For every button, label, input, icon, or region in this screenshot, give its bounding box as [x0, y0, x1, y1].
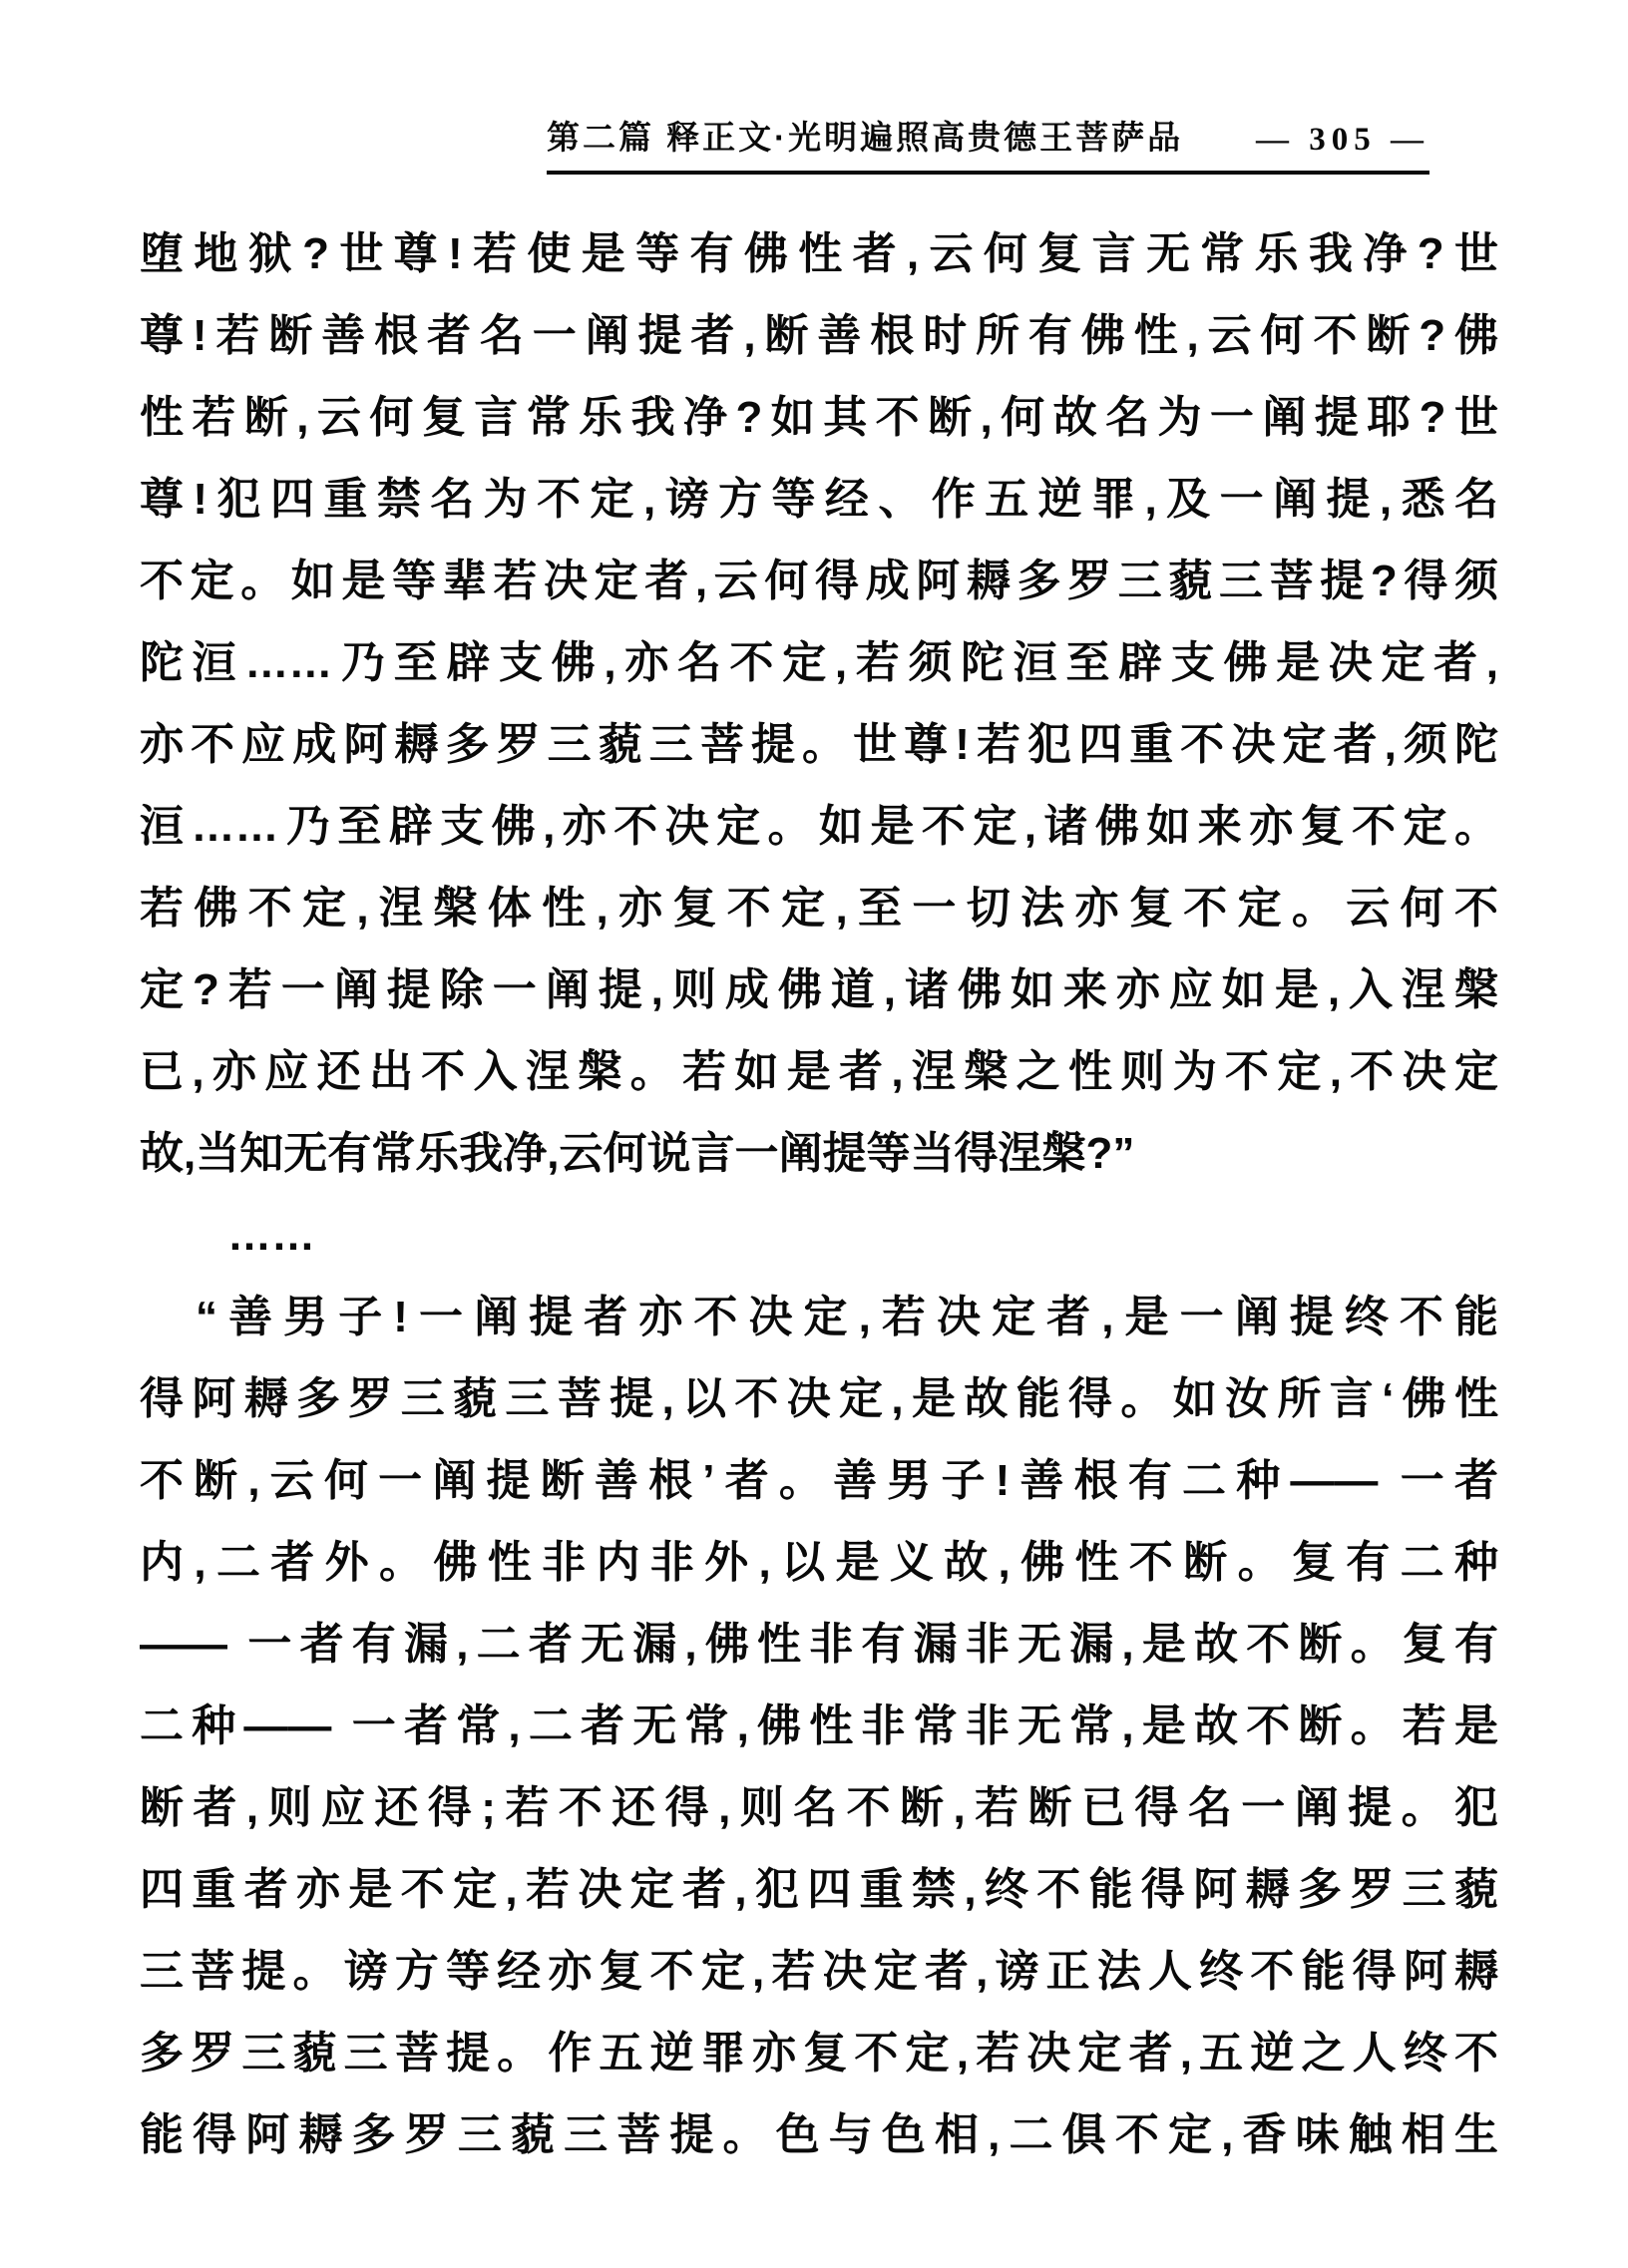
text-line: 尊!犯四重禁名为不定,谤方等经、作五逆罪,及一阐提,悉名	[140, 475, 1498, 524]
page-number: — 305 —	[1256, 122, 1429, 158]
text-line: 不断,云何一阐提断善根’者。善男子!善根有二种—— 一者	[140, 1456, 1498, 1505]
text-line: 故,当知无有常乐我净,云何说言一阐提等当得涅槃?”	[140, 1129, 1135, 1178]
paragraph-1	[140, 213, 1498, 1195]
text-line: 尊!若断善根者名一阐提者,断善根时所有佛性,云何不断?佛	[140, 311, 1498, 360]
text-line: 内,二者外。佛性非内非外,以是义故,佛性不断。复有二种	[140, 1538, 1498, 1587]
text-line: 断者,则应还得;若不还得,则名不断,若断已得名一阐提。犯	[140, 1783, 1498, 1832]
text-line: 已,亦应还出不入涅槃。若如是者,涅槃之性则为不定,不决定	[140, 1047, 1498, 1096]
paragraph-2	[140, 1277, 1498, 2176]
text-line: “善男子!一阐提者亦不决定,若决定者,是一阐提终不能	[196, 1293, 1498, 1341]
text-line: 洹……乃至辟支佛,亦不决定。如是不定,诸佛如来亦复不定。	[140, 802, 1498, 851]
page-body	[140, 213, 1498, 2176]
text-line: 多罗三藐三菩提。作五逆罪亦复不定,若决定者,五逆之人终不	[140, 2029, 1498, 2078]
text-line: 陀洹……乃至辟支佛,亦名不定,若须陀洹至辟支佛是决定者,	[140, 638, 1498, 687]
text-line: 三菩提。谤方等经亦复不定,若决定者,谤正法人终不能得阿耨	[140, 1947, 1498, 1996]
text-line: 能得阿耨多罗三藐三菩提。色与色相,二俱不定,香味触相生	[140, 2110, 1498, 2159]
text-line: 堕地狱?世尊!若使是等有佛性者,云何复言无常乐我净?世	[140, 229, 1498, 278]
text-line: 不定。如是等辈若决定者,云何得成阿耨多罗三藐三菩提?得须	[140, 557, 1498, 605]
text-line: 定?若一阐提除一阐提,则成佛道,诸佛如来亦应如是,入涅槃	[140, 965, 1498, 1014]
text-line: 性若断,云何复言常乐我净?如其不断,何故名为一阐提耶?世	[140, 393, 1498, 442]
text-line: —— 一者有漏,二者无漏,佛性非有漏非无漏,是故不断。复有	[140, 1620, 1498, 1669]
ellipsis-line: ……	[227, 1211, 315, 1260]
text-line: 二种—— 一者常,二者无常,佛性非常非无常,是故不断。若是	[140, 1701, 1498, 1750]
text-line: 得阿耨多罗三藐三菩提,以不决定,是故能得。如汝所言‘佛性	[140, 1374, 1498, 1423]
chapter-title: 第二篇 释正文·光明遍照高贵德王菩萨品	[547, 119, 1184, 156]
text-line: 若佛不定,涅槃体性,亦复不定,至一切法亦复不定。云何不	[140, 884, 1498, 933]
running-header	[547, 112, 1429, 175]
text-line: 亦不应成阿耨多罗三藐三菩提。世尊!若犯四重不决定者,须陀	[140, 720, 1498, 769]
text-line: 四重者亦是不定,若决定者,犯四重禁,终不能得阿耨多罗三藐	[140, 1865, 1498, 1914]
